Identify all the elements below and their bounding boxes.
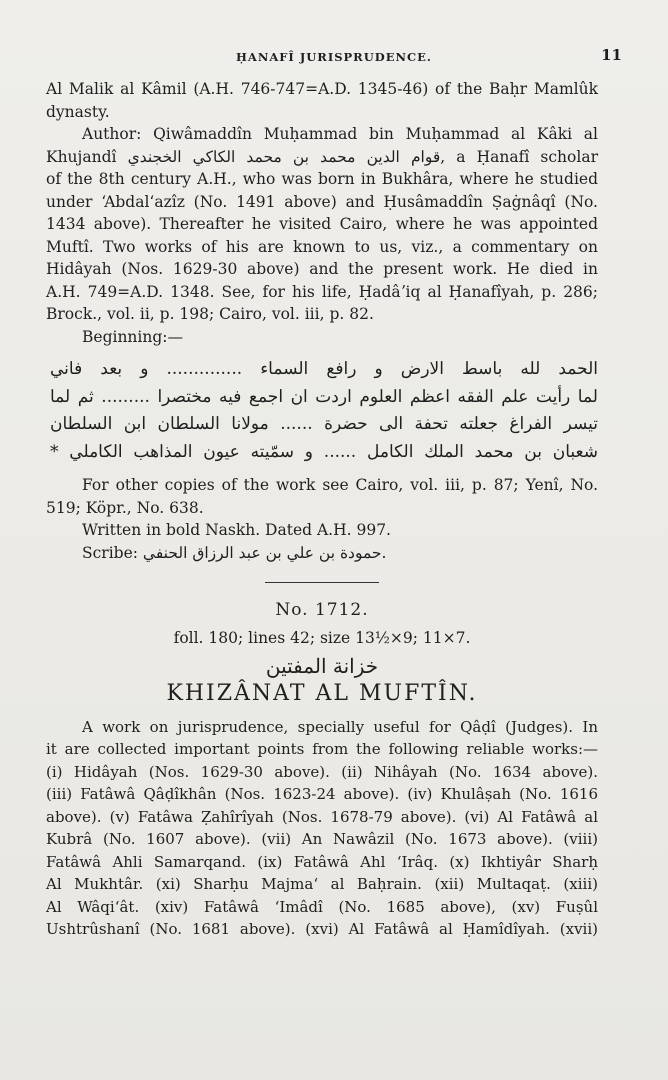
description-line: Ushtrûshanî (No. 1681 above). (xvi) Al Fatâwâ al Ḥamîdîyah. (xvii) bbox=[46, 920, 598, 938]
author-line: 1434 above). Thereafter he visited Cairo, where he was appointed bbox=[46, 215, 598, 233]
written-note: Written in bold Naskh. Dated A.H. 997. bbox=[82, 521, 391, 539]
author-line: under ʻAbdalʻazîz (No. 1491 above) and Ḥusâmaddîn Ṣaġnâqî (No. bbox=[46, 192, 598, 211]
description-line: Al Mukhtâr. (xi) Sharḥu Majmaʻ al Baḥrain. (xii) Multaqaṭ. (xiii) bbox=[46, 875, 598, 893]
text-line: Al Malik al Kâmil (A.H. 746-747=A.D. 1345-46) of the Baḥr Mamlûk bbox=[46, 80, 598, 98]
beginning-label: Beginning:— bbox=[82, 327, 183, 346]
description-line: A work on jurisprudence, specially useful for Qâḍî (Judges). In bbox=[82, 717, 598, 736]
author-line: A.H. 749=A.D. 1348. See, for his life, Ḥadâʼiq al Ḥanafîyah, p. 286; bbox=[46, 282, 598, 301]
page-header bbox=[46, 46, 622, 68]
arabic-title: خزانة المفتين bbox=[265, 654, 379, 678]
page-body bbox=[46, 78, 598, 941]
author-line: Khujandî قوام الدين محمد بن محمد الكاكي الخجندي, a Ḥanafî scholar bbox=[46, 147, 598, 166]
description-line: it are collected important points from the following reliable works:— bbox=[46, 740, 598, 758]
other-copies: For other copies of the work see Cairo, vol. iii, p. 87; Yenî, No. 519; Köpr., No. 638. bbox=[46, 476, 598, 517]
spacer bbox=[46, 348, 598, 356]
arabic-line: لما رأيت علم الفقه اعظم العلوم اردت ان اجمع فيه مختصرا ......... ثم لما bbox=[50, 386, 598, 407]
arabic-line: شعبان بن محمد الملك الكامل ...... و سمّيته عيون المذاهب الكاملي * bbox=[50, 441, 598, 462]
arabic-line: تيسر الفراغ جعلته تحفة الى حضرة ...... مولانا السلطان ابن السلطان bbox=[50, 414, 598, 434]
author-line: Brock., vol. ii, p. 198; Cairo, vol. iii, p. 82. bbox=[46, 305, 374, 323]
description-line: (iii) Fatâwâ Qâḍîkhân (Nos. 1623-24 above). (iv) Khulâṣah (No. 1616 bbox=[46, 785, 598, 803]
arabic-incipit bbox=[46, 356, 598, 466]
author-line: Hidâyah (Nos. 1629-30 above) and the present work. He died in bbox=[46, 260, 598, 278]
page-number: 11 bbox=[601, 46, 622, 64]
scribe-note: Scribe: حمودة بن علي بن عبد الرزاق الحنفي. bbox=[82, 543, 387, 562]
arabic-line: الحمد لله باسط الارض و رافع السماء .............. و بعد فاني bbox=[50, 359, 598, 379]
entry-description bbox=[46, 716, 598, 941]
spacer bbox=[46, 466, 598, 474]
author-line: Muftî. Two works of his are known to us, viz., a commentary on bbox=[46, 237, 598, 256]
author-line: Author: Qiwâmaddîn Muḥammad bin Muḥammad al Kâki al bbox=[82, 125, 598, 143]
description-line: above). (v) Fatâwa Ẓahîrîyah (Nos. 1678-79 above). (vi) Al Fatâwâ al bbox=[46, 807, 598, 826]
text-line: dynasty. bbox=[46, 102, 110, 121]
section-divider bbox=[265, 582, 379, 583]
entry-meta: foll. 180; lines 42; size 13½×9; 11×7. bbox=[173, 628, 471, 647]
description-line: Al Wâqiʻât. (xiv) Fatâwâ ʻImâdî (No. 1685 above), (xv) Fuṣûl bbox=[46, 897, 598, 916]
description-line: Fatâwâ Ahli Samarqand. (ix) Fatâwâ Ahl ʻIrâq. (x) Ikhtiyâr Sharḥ bbox=[46, 852, 598, 871]
description-line: (i) Hidâyah (Nos. 1629-30 above). (ii) Nihâyah (No. 1634 above). bbox=[46, 762, 598, 781]
description-line: Kubrâ (No. 1607 above). (vii) An Nawâzil (No. 1673 above). (viii) bbox=[46, 830, 598, 848]
entry-number: No. 1712. bbox=[275, 600, 369, 620]
author-line: of the 8th century A.H., who was born in Bukhâra, where he studied bbox=[46, 170, 598, 188]
entry-title: KHIZÂNAT AL MUFTÎN. bbox=[166, 681, 478, 706]
running-head: ḤANAFÎ JURISPRUDENCE. bbox=[236, 50, 432, 64]
